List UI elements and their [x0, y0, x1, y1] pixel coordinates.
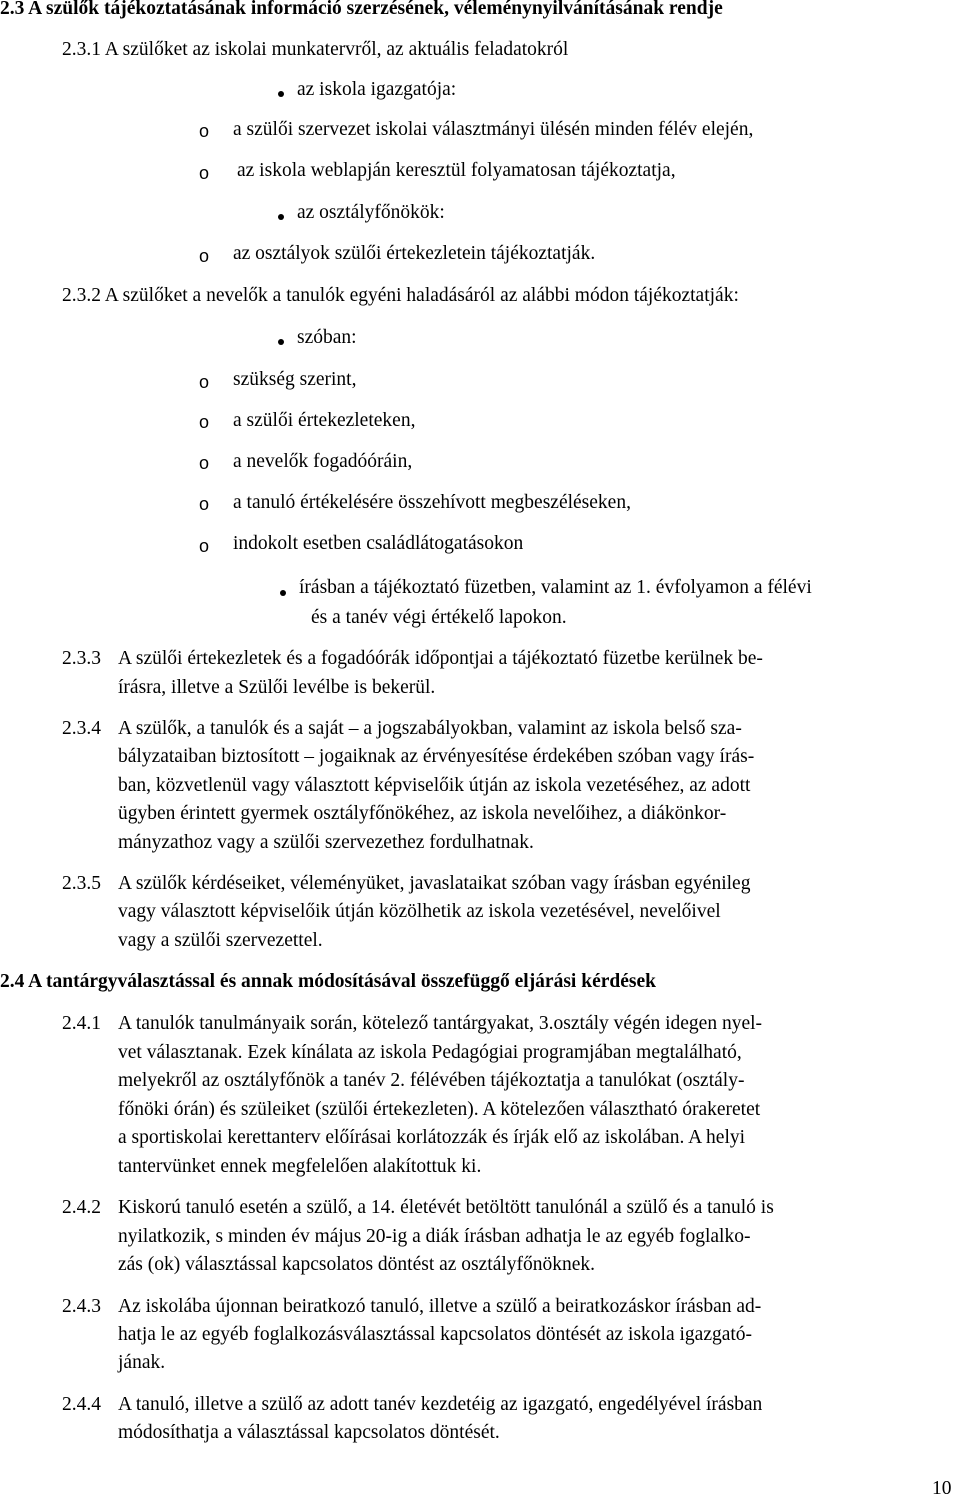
- paragraph-line: a sportiskolai kerettanterv előírásai korlátozzák és írják elő az iskolában. A helyi: [118, 1127, 746, 1148]
- list-item: az iskola weblapján keresztül folyamatosan tájékoztatja,: [237, 160, 676, 181]
- list-item: írásban a tájékoztató füzetben, valamint az 1. évfolyamon a félévi: [299, 577, 812, 598]
- paragraph-line: A szülői értekezletek és a fogadóórák időpontjai a tájékoztató füzetbe kerülnek be-: [118, 648, 763, 669]
- subsection-number: 2.3.5: [62, 873, 101, 894]
- paragraph-line: írásra, illetve a Szülői levélbe is bekerül.: [118, 677, 436, 698]
- paragraph-line: ban, közvetlenül vagy választott képviselőik útján az iskola vezetéséhez, az adott: [118, 775, 751, 796]
- circle-bullet-icon: o: [199, 453, 210, 473]
- paragraph-line: tantervünket ennek megfelelően alakítottuk ki.: [118, 1156, 482, 1177]
- subsection-number: 2.4.4: [62, 1394, 101, 1415]
- circle-bullet-icon: o: [199, 246, 210, 266]
- bullet-icon: [278, 91, 284, 97]
- paragraph-line: Kiskorú tanuló esetén a szülő, a 14. életévét betöltött tanulónál a szülő és a tanuló is: [118, 1197, 774, 1218]
- list-item: az iskola igazgatója:: [297, 79, 457, 100]
- paragraph-line: jának.: [118, 1352, 166, 1373]
- circle-bullet-icon: o: [199, 536, 210, 556]
- circle-bullet-icon: o: [199, 372, 210, 392]
- paragraph-line: ügyben érintett gyermek osztályfőnökéhez, az iskola nevelőihez, a diákönkor-: [118, 803, 727, 824]
- paragraph-line: melyekről az osztályfőnök a tanév 2. félévében tájékoztatja a tanulókat (osztály-: [118, 1070, 745, 1091]
- circle-bullet-icon: o: [199, 494, 210, 514]
- circle-bullet-icon: o: [199, 121, 210, 141]
- page-number: 10: [932, 1478, 952, 1499]
- paragraph-line: vagy a szülői szervezettel.: [118, 930, 323, 951]
- paragraph-line: bályzataiban biztosított – jogaiknak az érvényesítése érdekében szóban vagy írás-: [118, 746, 755, 767]
- circle-bullet-icon: o: [199, 163, 210, 183]
- paragraph-line: zás (ok) választással kapcsolatos döntést az osztályfőnöknek.: [118, 1254, 596, 1275]
- list-item: a szülői értekezleteken,: [233, 410, 416, 431]
- list-item-continuation: és a tanév végi értékelő lapokon.: [311, 607, 567, 628]
- list-item: a nevelők fogadóóráin,: [233, 451, 413, 472]
- paragraph-line: A tanuló, illetve a szülő az adott tanév kezdetéig az igazgató, engedélyével írásban: [118, 1394, 763, 1415]
- bullet-icon: [278, 339, 284, 345]
- section-2-4-heading: 2.4 A tantárgyválasztással és annak módosításával összefüggő eljárási kérdések: [0, 971, 656, 992]
- section-2-3-heading: 2.3 A szülők tájékoztatásának információ szerzésének, véleménynyilvánításának rendje: [0, 0, 723, 19]
- list-item: a szülői szervezet iskolai választmányi ülésén minden félév elején,: [233, 119, 754, 140]
- paragraph-line: A tanulók tanulmányaik során, kötelező tantárgyakat, 3.osztály végén idegen nyel-: [118, 1013, 763, 1034]
- list-item: az osztályok szülői értekezletein tájékoztatják.: [233, 243, 596, 264]
- list-item: szükség szerint,: [233, 369, 357, 390]
- subsection-number: 2.4.3: [62, 1296, 101, 1317]
- list-item: a tanuló értékelésére összehívott megbeszéléseken,: [233, 492, 631, 513]
- list-item: az osztályfőnökök:: [297, 202, 445, 223]
- subsection-number: 2.3.4: [62, 718, 101, 739]
- list-item: szóban:: [297, 327, 357, 348]
- subsection-2-3-1: 2.3.1 A szülőket az iskolai munkatervről, az aktuális feladatokról: [62, 39, 569, 60]
- subsection-number: 2.3.3: [62, 648, 101, 669]
- paragraph-line: módosíthatja a választással kapcsolatos döntését.: [118, 1422, 500, 1443]
- subsection-number: 2.4.1: [62, 1013, 101, 1034]
- bullet-icon: [280, 590, 286, 596]
- circle-bullet-icon: o: [199, 412, 210, 432]
- paragraph-line: vagy választott képviselőik útján közölhetik az iskola vezetésével, nevelőivel: [118, 901, 721, 922]
- paragraph-line: hatja le az egyéb foglalkozásválasztással kapcsolatos döntését az iskola igazgató-: [118, 1324, 753, 1345]
- subsection-number: 2.4.2: [62, 1197, 101, 1218]
- paragraph-line: mányzathoz vagy a szülői szervezethez fordulhatnak.: [118, 832, 534, 853]
- paragraph-line: A szülők, a tanulók és a saját – a jogszabályokban, valamint az iskola belső sza-: [118, 718, 742, 739]
- subsection-2-3-2: 2.3.2 A szülőket a nevelők a tanulók egyéni haladásáról az alábbi módon tájékoztatják:: [62, 285, 739, 306]
- list-item: indokolt esetben családlátogatásokon: [233, 533, 524, 554]
- paragraph-line: Az iskolába újonnan beiratkozó tanuló, illetve a szülő a beiratkozáskor írásban ad-: [118, 1296, 762, 1317]
- paragraph-line: vet választanak. Ezek kínálata az iskola Pedagógiai programjában megtalálható,: [118, 1042, 742, 1063]
- paragraph-line: nyilatkozik, s minden év május 20-ig a diák írásban adhatja le az egyéb foglalko-: [118, 1226, 751, 1247]
- paragraph-line: A szülők kérdéseiket, véleményüket, javaslataikat szóban vagy írásban egyénileg: [118, 873, 751, 894]
- bullet-icon: [278, 214, 284, 220]
- paragraph-line: főnöki órán) és szüleiket (szülői értekezleten). A kötelezően választható órakeretet: [118, 1099, 761, 1120]
